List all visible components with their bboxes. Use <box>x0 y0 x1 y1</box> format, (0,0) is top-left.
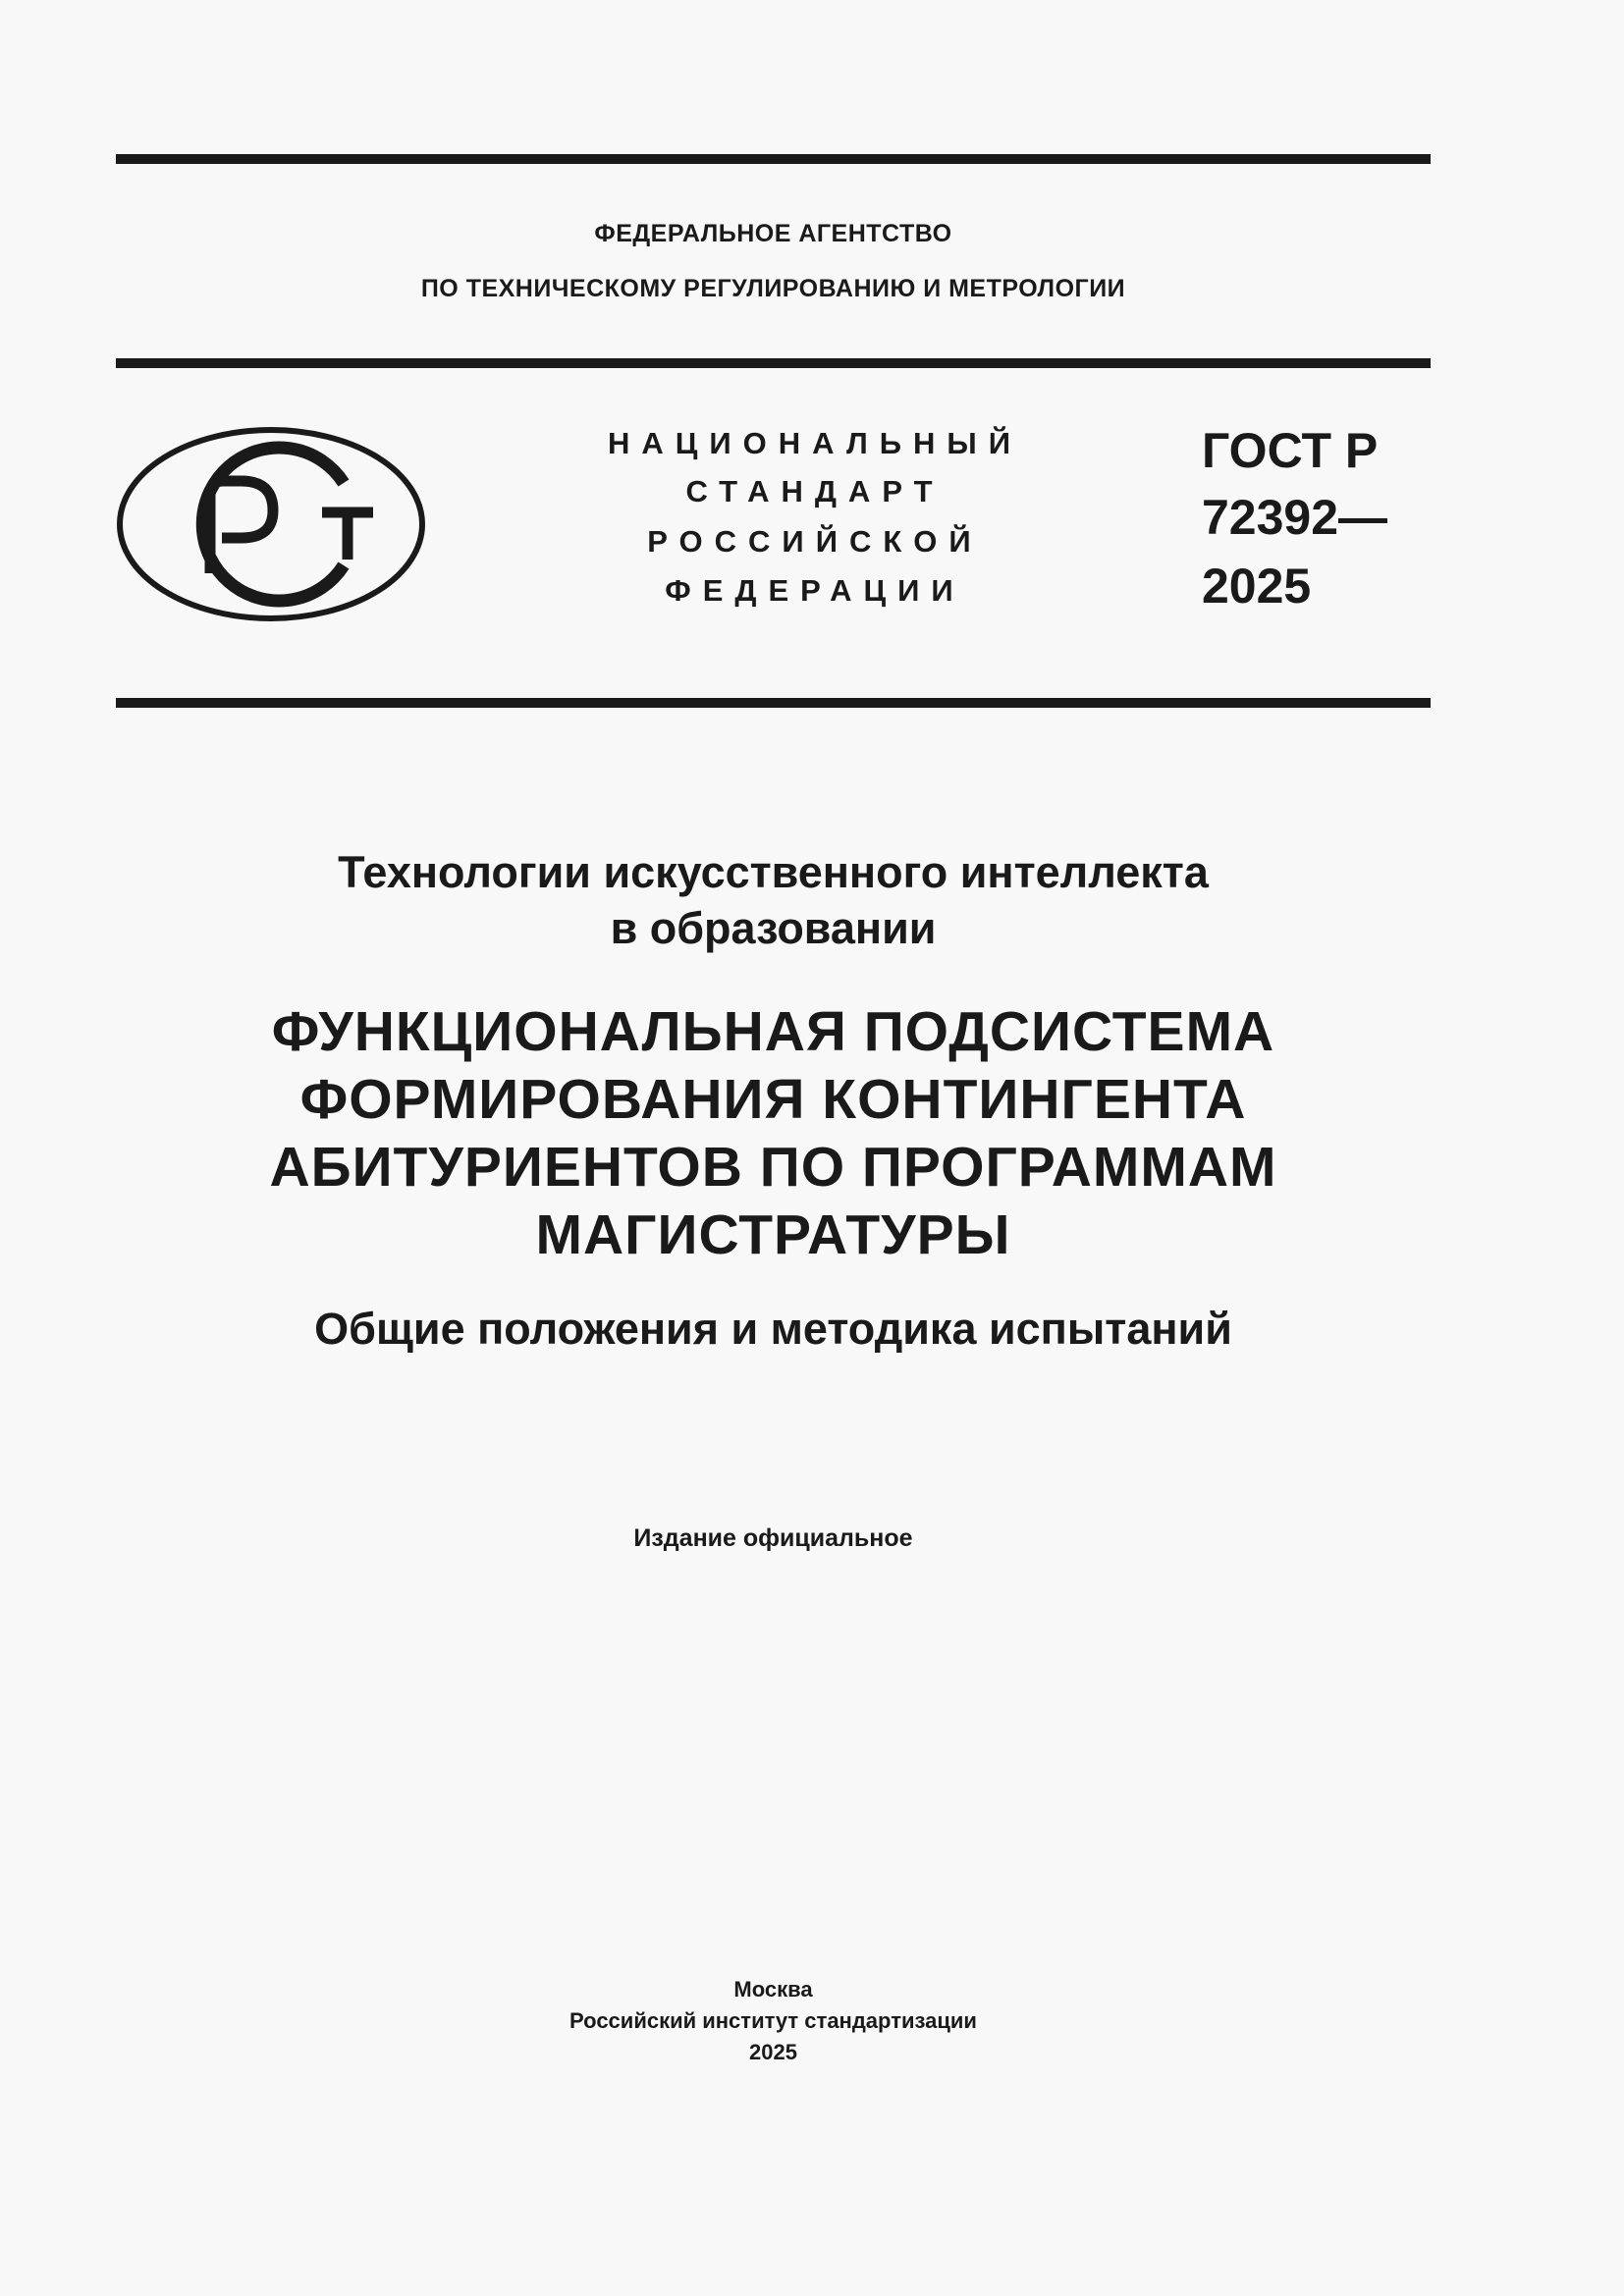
agency-name-line-2: ПО ТЕХНИЧЕСКОМУ РЕГУЛИРОВАНИЮ И МЕТРОЛОГИИ <box>420 275 1126 302</box>
banner-bottom-rule <box>116 698 1431 708</box>
top-rule <box>116 154 1431 164</box>
gost-designation-line-3: 2025 <box>1202 559 1312 614</box>
national-standard-line-1: НАЦИОНАЛЬНЫЙ <box>607 426 1023 460</box>
national-standard-line-4: ФЕДЕРАЦИИ <box>665 573 965 608</box>
gost-designation-line-2: 72392— <box>1202 490 1388 545</box>
document-title-line: ФОРМИРОВАНИЯ КОНТИНГЕНТА <box>299 1068 1247 1131</box>
national-standard-line-3: РОССИЙСКОЙ <box>647 524 983 559</box>
imprint-city: Москва <box>733 1977 813 2002</box>
document-topic <box>116 844 1431 956</box>
document-title-line: ФУНКЦИОНАЛЬНАЯ ПОДСИСТЕМА <box>271 1000 1275 1063</box>
document-title-line: АБИТУРИЕНТОВ ПО ПРОГРАММАМ <box>269 1136 1277 1199</box>
document-subtitle: Общие положения и методика испытаний <box>314 1304 1232 1354</box>
header-rule <box>116 358 1431 368</box>
document-topic-line: Технологии искусственного интеллекта <box>338 847 1209 897</box>
document-title <box>116 998 1431 1269</box>
gost-designation-line-1: ГОСТ Р <box>1202 423 1379 478</box>
imprint-year: 2025 <box>749 2040 797 2064</box>
edition-note: Издание официальное <box>633 1524 913 1552</box>
document-topic-line: в образовании <box>610 903 937 953</box>
rst-logo-icon <box>116 426 426 622</box>
imprint-publisher: Российский институт стандартизации <box>569 2008 977 2033</box>
agency-name-line-1: ФЕДЕРАЛЬНОЕ АГЕНТСТВО <box>594 220 952 247</box>
national-standard-line-2: СТАНДАРТ <box>685 474 945 508</box>
document-title-line: МАГИСТРАТУРЫ <box>535 1203 1011 1266</box>
